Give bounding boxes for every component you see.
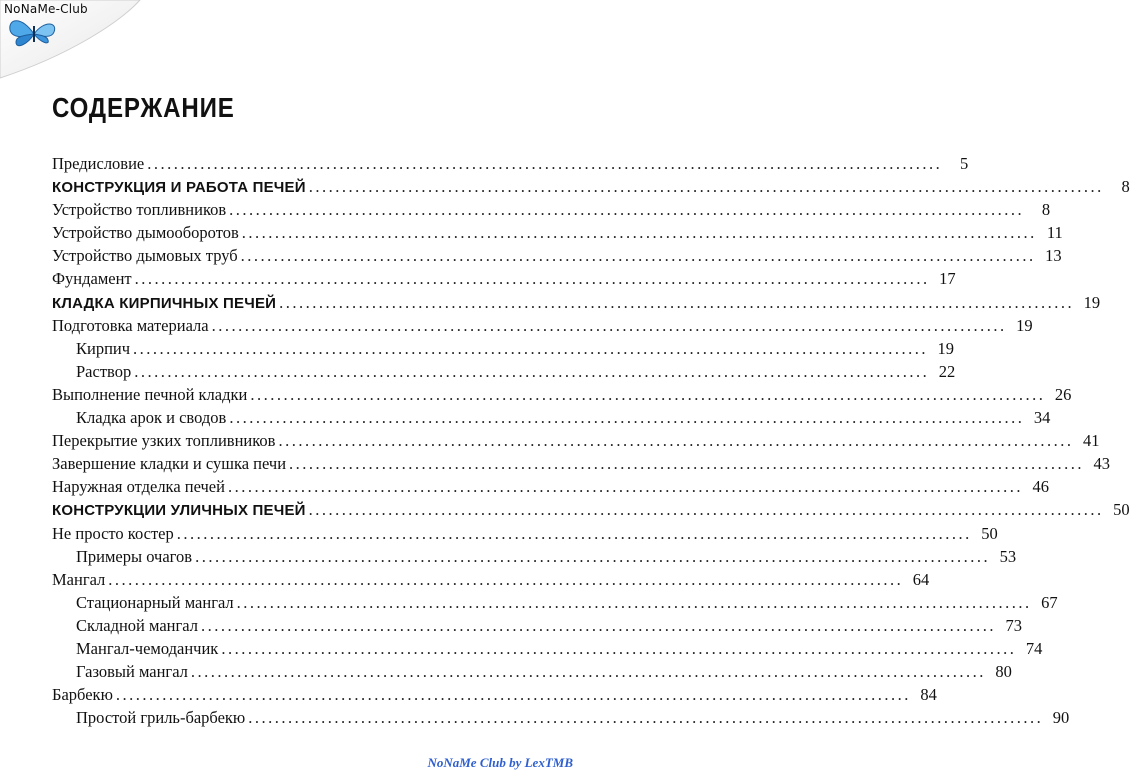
toc-leader-dots: ........................................................................................................................ — [221, 638, 1017, 658]
toc-entry-title: Раствор — [76, 361, 132, 381]
toc-leader-dots: ........................................................................................................................ — [147, 154, 943, 173]
toc-page-number: 8 — [1121, 177, 1130, 197]
toc-page-number: 67 — [1041, 592, 1058, 612]
toc-row — [0, 568, 930, 591]
toc-entry-title: КОНСТРУКЦИИ УЛИЧНЫХ ПЕЧЕЙ — [52, 502, 306, 520]
toc-page-number: 13 — [1045, 246, 1062, 266]
toc-leader-dots: ........................................................................................................................ — [227, 477, 1023, 497]
toc-leader-dots: ........................................................................................................................ — [240, 246, 1036, 266]
toc-entry-title: Устройство топливников — [52, 200, 227, 220]
toc-row — [0, 360, 956, 383]
toc-entry-title: Устройство дымооборотов — [52, 223, 239, 243]
toc-page-number: 22 — [938, 361, 956, 381]
toc-leader-dots: ........................................................................................................................ — [133, 338, 929, 358]
toc-page-number: 80 — [995, 662, 1012, 682]
toc-leader-dots: ........................................................................................................................ — [176, 523, 972, 543]
toc-page-number: 19 — [937, 338, 955, 358]
toc-page-number: 53 — [999, 546, 1017, 566]
butterfly-icon — [4, 14, 64, 54]
toc-entry-title: КОНСТРУКЦИЯ И РАБОТА ПЕЧЕЙ — [52, 179, 306, 197]
toc-entry-title: Стационарный мангал — [76, 592, 234, 612]
toc-entry-title: Примеры очагов — [76, 546, 193, 566]
toc-entry-title: Кирпич — [76, 338, 131, 358]
toc-page-number: 17 — [939, 269, 956, 289]
toc-row — [0, 314, 1033, 337]
toc-entry-title: Фундамент — [52, 269, 132, 289]
toc-row — [0, 522, 998, 545]
toc-leader-dots: ........................................................................................................................ — [308, 177, 1104, 197]
toc-row — [0, 614, 1022, 637]
toc-leader-dots: ........................................................................................................................ — [229, 200, 1025, 220]
toc-entry-title: Перекрытие узких топливников — [52, 431, 276, 451]
toc-entry-title: Складной мангал — [76, 615, 198, 635]
toc-page-number: 5 — [960, 154, 969, 173]
toc-page-number: 50 — [1113, 500, 1130, 520]
toc-entry-title: Выполнение печной кладки — [52, 384, 248, 404]
toc-entry-title: Наружная отделка печей — [52, 477, 225, 497]
toc-entry-title: Предисловие — [52, 154, 145, 173]
toc-entry-title: Подготовка материала — [52, 315, 209, 335]
toc-entry-title: Устройство дымовых труб — [52, 246, 238, 266]
toc-page-number: 46 — [1032, 477, 1049, 497]
toc-row — [0, 475, 1049, 498]
toc-entry-title: Барбекю — [52, 685, 113, 705]
toc-entry-title: Кладка арок и сводов — [76, 408, 227, 428]
toc-page-number: 74 — [1025, 638, 1043, 658]
toc-entry-title: КЛАДКА КИРПИЧНЫХ ПЕЧЕЙ — [52, 294, 277, 312]
toc-row — [0, 152, 969, 175]
toc-entry-title: Газовый мангал — [76, 662, 188, 682]
toc-page-number: 11 — [1046, 223, 1063, 243]
toc-row — [0, 267, 956, 290]
toc-leader-dots: ........................................................................................................................ — [108, 569, 904, 589]
toc-leader-dots: ........................................................................................................................ — [134, 269, 930, 289]
toc-page-number: 90 — [1052, 708, 1070, 728]
toc-section-row — [0, 291, 1101, 314]
toc-row — [0, 221, 1063, 244]
toc-page-number: 43 — [1093, 454, 1111, 474]
toc-section-row — [0, 498, 1130, 521]
toc-entry-title: Не просто костер — [52, 523, 174, 543]
toc-entry-title: Мангал — [52, 569, 106, 589]
toc-entry-title: Мангал-чемоданчик — [76, 638, 219, 658]
toc-leader-dots: ........................................................................................................................ — [308, 500, 1104, 520]
toc-row — [0, 545, 1017, 568]
toc-leader-dots: ........................................................................................................................ — [190, 662, 986, 682]
toc-page-number: 8 — [1041, 200, 1051, 220]
watermark-corner — [0, 0, 150, 80]
toc-row — [0, 637, 1043, 660]
toc-leader-dots: ........................................................................................................................ — [200, 615, 996, 635]
toc-page-number: 41 — [1082, 431, 1100, 451]
watermark-footer: NoNaMe Club by LexTMB — [427, 755, 573, 770]
watermark-label: NoNaMe-Club — [4, 2, 88, 16]
toc-leader-dots: ........................................................................................................................ — [134, 361, 930, 381]
toc-page-number: 50 — [981, 523, 998, 543]
toc-row — [0, 337, 955, 360]
toc-leader-dots: ........................................................................................................................ — [278, 431, 1074, 451]
toc-row — [0, 452, 1111, 475]
toc-page-number: 19 — [1083, 292, 1101, 312]
toc-row — [0, 591, 1058, 614]
toc-page-number: 73 — [1005, 615, 1022, 635]
toc-leader-dots: ........................................................................................................................ — [289, 454, 1085, 474]
toc-entry-title: Простой гриль-барбекю — [76, 708, 246, 728]
toc-row — [0, 406, 1051, 429]
toc-leader-dots: ........................................................................................................................ — [241, 223, 1037, 243]
toc-row — [0, 429, 1100, 452]
page-title: СОДЕРЖАНИЕ — [52, 92, 235, 123]
toc-leader-dots: ........................................................................................................................ — [236, 592, 1032, 612]
toc-page-number: 26 — [1054, 384, 1072, 404]
toc-row — [0, 244, 1062, 267]
toc-leader-dots: ........................................................................................................................ — [195, 546, 991, 566]
toc-leader-dots: ........................................................................................................................ — [115, 685, 911, 705]
toc-row — [0, 706, 1070, 729]
toc-page-number: 84 — [920, 685, 937, 705]
toc-page-number: 34 — [1033, 408, 1051, 428]
toc-leader-dots: ........................................................................................................................ — [248, 708, 1044, 728]
toc-row — [0, 198, 1051, 221]
toc-leader-dots: ........................................................................................................................ — [250, 384, 1046, 404]
toc-row — [0, 383, 1072, 406]
toc-page-number: 64 — [912, 569, 930, 589]
toc-leader-dots: ........................................................................................................................ — [211, 315, 1007, 335]
toc-leader-dots: ........................................................................................................................ — [279, 292, 1075, 312]
toc-section-row — [0, 175, 1130, 198]
table-of-contents — [0, 152, 1130, 729]
toc-row — [0, 683, 937, 706]
toc-page-number: 19 — [1016, 315, 1033, 335]
toc-entry-title: Завершение кладки и сушка печи — [52, 454, 287, 474]
toc-leader-dots: ........................................................................................................................ — [229, 408, 1025, 428]
toc-row — [0, 660, 1012, 683]
